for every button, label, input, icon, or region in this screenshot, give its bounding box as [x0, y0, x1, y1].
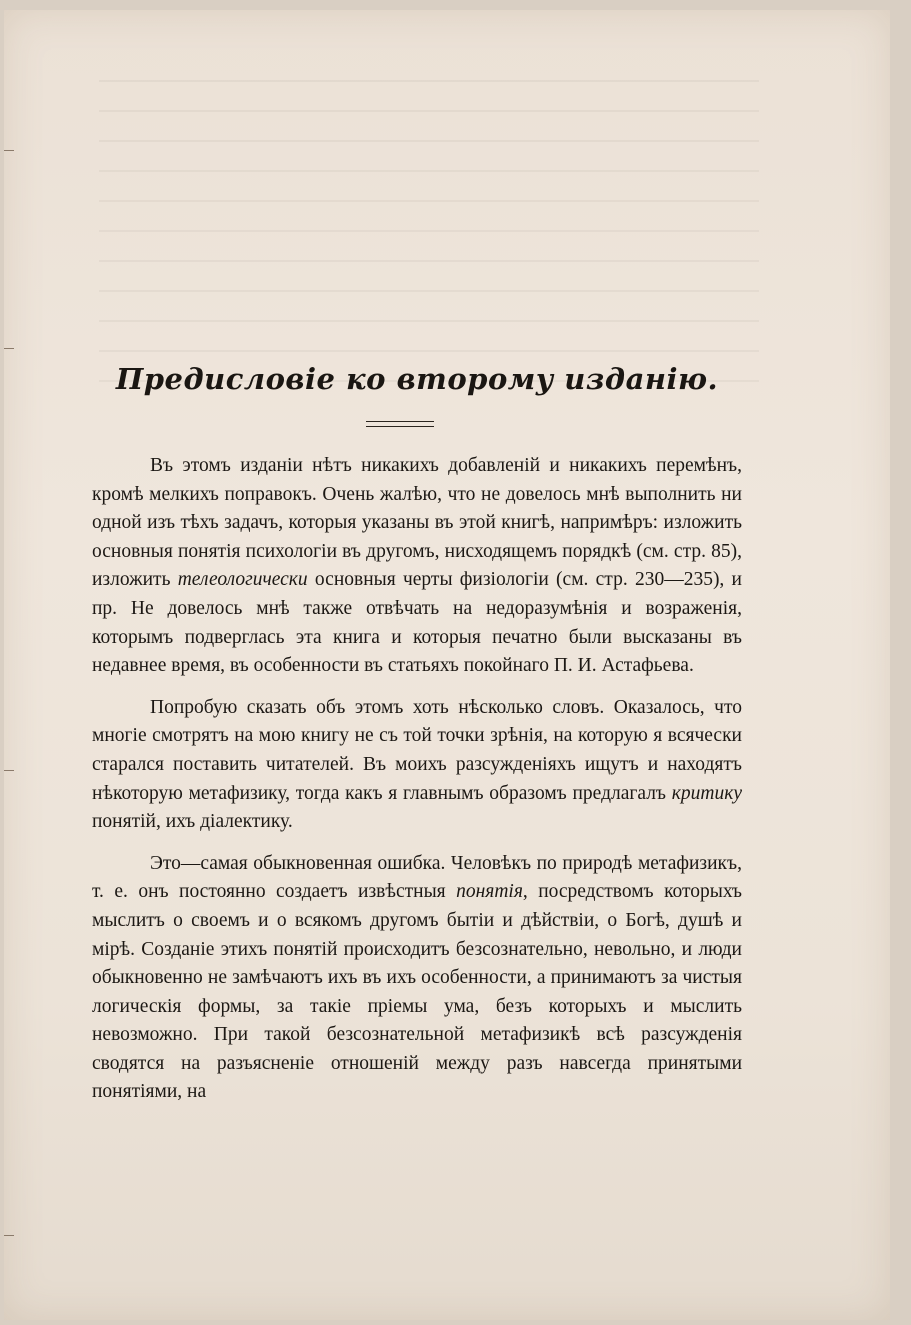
paragraph-2-text-a: Попробую сказать объ этомъ хоть нѣсколько словъ. Оказалось, что многіе смотрятъ на мою книгу не съ той точки зрѣнія, на которую я всячески старался поставить читателей. Въ моихъ разсужденіяхъ ищутъ и находятъ нѣкоторую метафизику, тогда какъ я главнымъ образомъ предлагалъ — [92, 696, 742, 804]
show-through-texture — [99, 80, 759, 410]
page-edge-mark — [4, 150, 14, 151]
paragraph-2 — [92, 694, 742, 837]
paragraph-1-text-b: основныя черты физіологіи (см. стр. 230—235), и пр. Не довелось мнѣ также отвѣчать на недоразумѣнія и возраженія, которымъ подверглась эта книга и которыя печатно были высказаны въ недавнее время, въ особенности въ статьяхъ покойнаго П. И. Астафьева. — [92, 569, 742, 677]
paragraph-3-text-a: Это—самая обыкновенная ошибка. Человѣкъ по природѣ метафизикъ, т. е. онъ постоянно создаетъ извѣстныя — [92, 852, 742, 903]
paragraph-3 — [92, 850, 742, 1107]
body-text — [92, 452, 742, 1120]
paragraph-2-italic-term: критику — [671, 782, 742, 804]
page-edge-mark — [4, 348, 14, 349]
title-divider-lower — [366, 426, 434, 427]
paragraph-3-italic-term: понятія — [456, 881, 523, 903]
paragraph-2-text-b: понятій, ихъ діалектику. — [92, 811, 293, 833]
page-title: Предисловіе ко второму изданію. — [115, 362, 719, 396]
paragraph-1-italic-term: телеологически — [177, 569, 308, 591]
title-divider-upper — [366, 421, 434, 422]
paragraph-1-text-a: Въ этомъ изданіи нѣтъ никакихъ добавленій и никакихъ перемѣнъ, кромѣ мелкихъ поправокъ. Очень жалѣю, что не довелось мнѣ выполнить ни одной изъ тѣхъ задачъ, которыя указаны въ этой книгѣ, напримѣръ: изложить основныя понятія психологіи въ другомъ, нисходящемъ порядкѣ (см. стр. 85), изложить — [92, 455, 742, 591]
book-page — [4, 10, 890, 1320]
paragraph-1 — [92, 452, 742, 681]
page-edge-mark — [4, 1235, 14, 1236]
paragraph-3-text-b: , посредствомъ которыхъ мыслитъ о своемъ и о всякомъ другомъ бытіи и дѣйствіи, о Богѣ, душѣ и мірѣ. Созданіе этихъ понятій происходитъ безсознательно, невольно, и люди обыкновенно не замѣчаютъ ихъ въ ихъ особенности, а принимаютъ за чистыя логическія формы, за такіе пріемы ума, безъ которыхъ и мыслить невозможно. При такой безсознательной метафизикѣ всѣ разсужденія сводятся на разъясненіе отношеній между разъ навсегда принятыми понятіями, на — [92, 881, 743, 1103]
page-edge-mark — [4, 770, 14, 771]
